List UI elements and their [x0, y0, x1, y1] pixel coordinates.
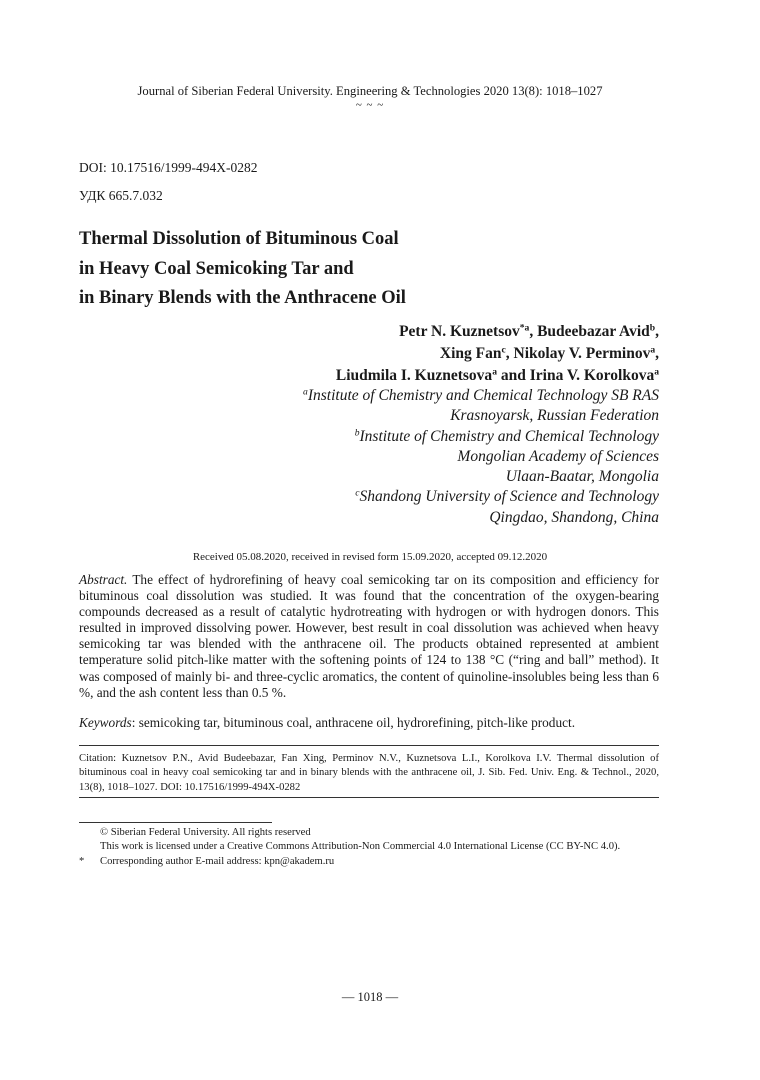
footnote-license: This work is licensed under a Creative Commons Attribution-Non Commercial 4.0 International License (CC BY-NC 4.0). [100, 841, 621, 853]
author-sup: c [501, 344, 506, 356]
author-separator: , [655, 323, 659, 340]
author-name: Liudmila I. Kuznetsova [335, 367, 493, 384]
affiliation-line: $^b$Institute of Chemistry and Chemical Technology [354, 427, 659, 445]
page-number: — 1018 — [341, 990, 399, 1004]
author-line [336, 365, 659, 387]
author-name: Petr N. Kuznetsov [399, 323, 520, 340]
affiliation-line: Qingdao, Shandong, China [489, 508, 659, 526]
author-sup: a [492, 366, 497, 378]
divider [79, 745, 659, 746]
abstract-label: Abstract. [79, 572, 128, 587]
citation: Citation: Kuznetsov P.N., Avid Budeebazar, Fan Xing, Perminov N.V., Kuznetsova L.I., Korolkova I.V. Thermal dissolution of bituminous coal in heavy coal semicoking tar and in binary blends with the anthracene oil, J. Sib. Fed. Univ. Eng. & Technol., 2020, 13(8), 1018–1027. DOI: 10.17516/1999-494X-0282 [79, 753, 659, 793]
keywords [79, 715, 659, 731]
udk-code: УДК 665.7.032 [79, 188, 163, 203]
affiliation-line: Mongolian Academy of Sciences [457, 447, 659, 465]
author-name: Budeebazar Avid [537, 323, 650, 340]
author-sup: a [650, 344, 656, 356]
author-separator: , [529, 323, 538, 340]
affiliation-sup: b [354, 427, 360, 439]
author-separator: , [505, 345, 514, 362]
author-line [336, 343, 659, 365]
footnote-divider [79, 822, 272, 823]
keywords-label: Keywords [79, 715, 132, 730]
affiliation-sup: c [355, 488, 360, 500]
author-list [336, 321, 659, 387]
title-line: Thermal Dissolution of Bituminous Coal [79, 229, 399, 249]
author-name: Xing Fan [439, 345, 502, 362]
author-separator: , [655, 345, 659, 362]
abstract-text: The effect of hydrorefining of heavy coal semicoking tar on its composition and efficiency for bituminous coal dissolution was studied. It was found that the concentration of the oxygen-bearing compounds decreased as a result of catalytic hydrotreating with hydrogen or with hydrogen donors. This resulted in improved dissolving power. However, best result in coal dissolution was achieved when heavy semicoking tar was blended with the anthracene oil. The products obtained represented at ambient temperature solid pitch-like matter with the softening points of 124 to 138 °C (“ring and ball” method). It was composed of mainly bi- and three-cyclic aromatics, the content of quinoline-insolubles being less than 6 %, and the ash content less than 0.5 %. [79, 572, 659, 700]
abstract [79, 572, 659, 701]
title-line: in Binary Blends with the Anthracene Oil [79, 288, 406, 308]
header-ornament: ~ ~ ~ [355, 99, 385, 111]
affiliation-sup: a [303, 386, 308, 398]
footnote-rights: © Siberian Federal University. All rights reserved [100, 827, 311, 838]
journal-header: Journal of Siberian Federal University. Engineering & Technologies 2020 13(8): 1018–1027 [137, 84, 603, 98]
divider [79, 797, 659, 798]
title-line: in Heavy Coal Semicoking Tar and [79, 258, 354, 279]
author-sup: b [649, 322, 656, 334]
author-sup: a [654, 366, 659, 378]
affiliation-line: Krasnoyarsk, Russian Federation [450, 407, 659, 425]
author-sup: *a [519, 322, 530, 334]
affiliation-line: $^a$Institute of Chemistry and Chemical Technology SB RAS [303, 386, 659, 404]
footnotes [79, 826, 679, 869]
affiliation-line: Ulaan-Baatar, Mongolia [505, 468, 659, 486]
footnote-mark: * [79, 855, 85, 867]
doi: DOI: 10.17516/1999-494X-0282 [79, 160, 258, 175]
affiliation-line: $^c$Shandong University of Science and Technology [355, 488, 659, 506]
author-separator: and [496, 367, 530, 384]
article-title [79, 225, 406, 314]
author-name: Nikolay V. Perminov [513, 345, 651, 362]
keywords-text: : semicoking tar, bituminous coal, anthracene oil, hydrorefining, pitch-like product. [131, 715, 576, 730]
footnote-corresponding: * Corresponding author E-mail address: kpn@akadem.ru [79, 855, 679, 869]
received-dates: Received 05.08.2020, received in revised form 15.09.2020, accepted 09.12.2020 [192, 551, 548, 563]
author-line [336, 321, 659, 343]
affiliations [303, 386, 659, 528]
author-name: Irina V. Korolkova [529, 367, 655, 384]
